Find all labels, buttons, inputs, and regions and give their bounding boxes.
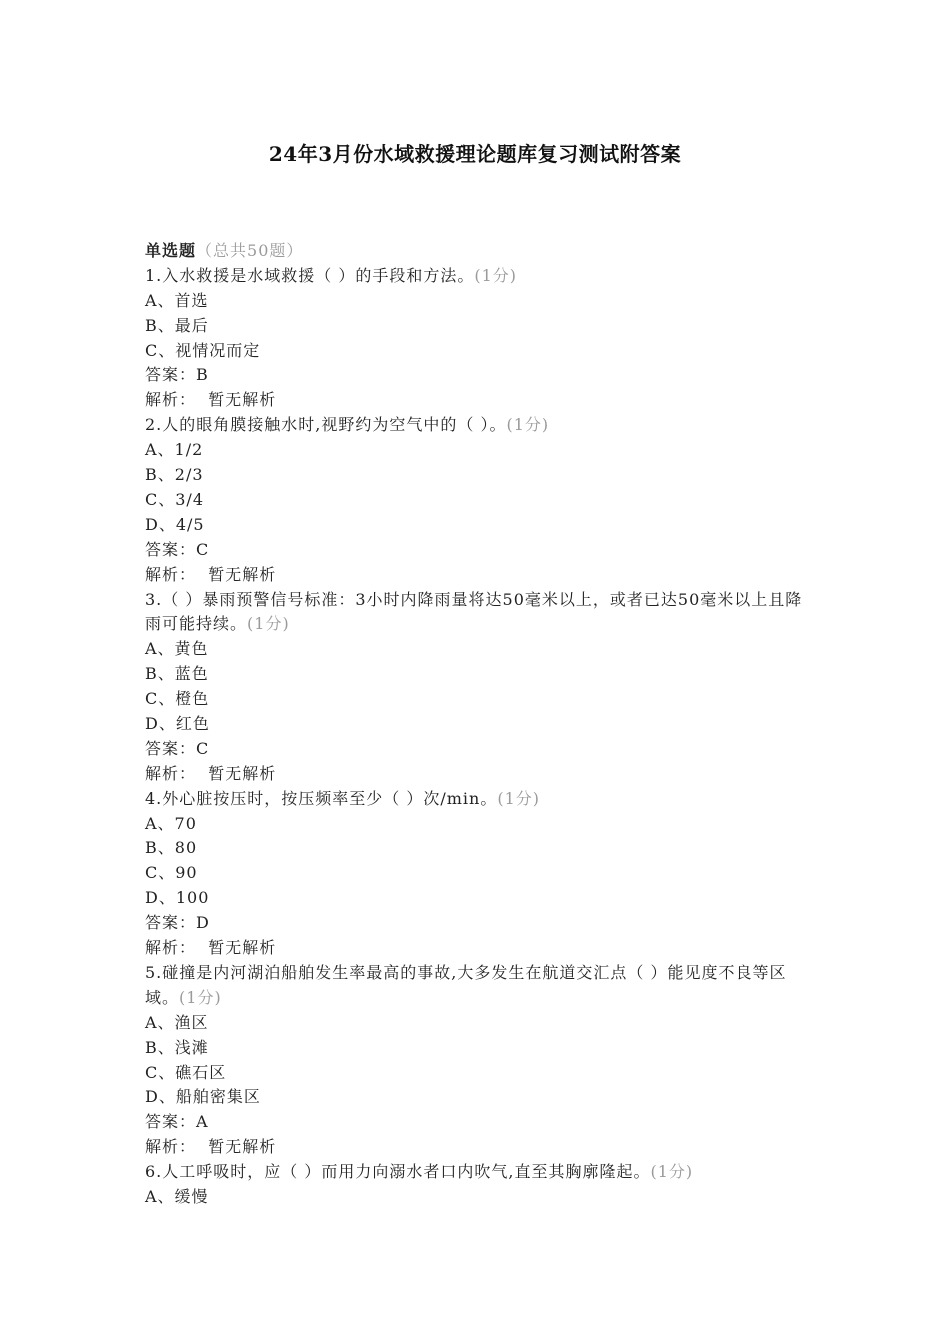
analysis-value: 暂无解析 — [208, 390, 277, 410]
option: B、80 — [145, 838, 198, 858]
option: D、红色 — [145, 713, 210, 733]
question-text — [145, 264, 810, 289]
option: A、首选 — [145, 290, 209, 310]
answer-label: 答案： — [145, 738, 197, 758]
answer-value: B — [196, 365, 209, 385]
answer-line — [145, 538, 810, 563]
answer-line — [145, 737, 810, 762]
analysis-label: 解析： — [145, 1137, 197, 1157]
question-stem: 5.碰撞是内河湖泊船舶发生率最高的事故,大多发生在航道交汇点（ ）能见度不良等区域。 — [145, 962, 787, 1007]
option: C、礁石区 — [145, 1062, 227, 1082]
answer-value: A — [196, 1112, 209, 1132]
section-heading-label: 单选题 — [145, 241, 197, 260]
document-title: 24年3月份水域救援理论题库复习测试附答案 — [268, 142, 682, 166]
question-block — [145, 787, 810, 961]
option: C、视情况而定 — [145, 340, 261, 360]
question-stem: 3.（ ）暴雨预警信号标准：3小时内降雨量将达50毫米以上，或者已达50毫米以上且降雨可能持续。 — [145, 589, 803, 634]
analysis-label: 解析： — [145, 938, 197, 958]
question-stem: 1.入水救援是水域救援（ ）的手段和方法。 — [145, 265, 475, 285]
question-block — [145, 264, 810, 413]
option: B、最后 — [145, 315, 209, 335]
question-score: (1分) — [179, 987, 222, 1007]
option: A、70 — [145, 813, 197, 833]
answer-label: 答案： — [145, 365, 197, 385]
question-list — [145, 239, 810, 1210]
answer-label: 答案： — [145, 1112, 197, 1132]
question-block — [145, 413, 810, 587]
option: D、船舶密集区 — [145, 1087, 261, 1107]
answer-value: C — [196, 539, 210, 559]
option: D、100 — [145, 888, 210, 908]
analysis-line — [145, 762, 810, 787]
answer-line — [145, 911, 810, 936]
question-stem: 6.人工呼吸时，应（ ）而用力向溺水者口内吹气,直至其胸廓隆起。 — [145, 1162, 651, 1182]
option: A、渔区 — [145, 1012, 209, 1032]
question-text — [145, 588, 810, 638]
question-score: (1分) — [506, 415, 550, 435]
answer-label: 答案： — [145, 913, 197, 933]
option: B、蓝色 — [145, 664, 209, 684]
option: A、黄色 — [145, 639, 209, 659]
analysis-line — [145, 388, 810, 413]
analysis-value: 暂无解析 — [208, 938, 277, 958]
analysis-line — [145, 1135, 810, 1160]
answer-value: D — [196, 913, 210, 933]
question-stem: 4.外心脏按压时，按压频率至少（ ）次/min。 — [145, 788, 498, 808]
question-score: (1分) — [497, 788, 541, 808]
analysis-label: 解析： — [145, 390, 197, 410]
answer-line — [145, 363, 810, 388]
analysis-value: 暂无解析 — [208, 763, 277, 783]
option: C、90 — [145, 863, 198, 883]
section-heading — [145, 239, 810, 264]
question-stem: 2.人的眼角膜接触水时,视野约为空气中的（ ）。 — [145, 415, 507, 435]
option: B、浅滩 — [145, 1037, 209, 1057]
option: C、3/4 — [145, 489, 204, 509]
option: C、橙色 — [145, 689, 210, 709]
analysis-value: 暂无解析 — [208, 1137, 277, 1157]
option: A、缓慢 — [145, 1186, 209, 1206]
answer-value: C — [196, 738, 210, 758]
question-text — [145, 413, 810, 438]
answer-line — [145, 1110, 810, 1135]
option: B、2/3 — [145, 465, 204, 485]
question-block — [145, 961, 810, 1160]
analysis-label: 解析： — [145, 763, 197, 783]
analysis-line — [145, 936, 810, 961]
question-text — [145, 961, 810, 1011]
analysis-line — [145, 563, 810, 588]
question-score: (1分) — [650, 1162, 694, 1182]
question-text — [145, 787, 810, 812]
answer-label: 答案： — [145, 539, 197, 559]
question-block — [145, 588, 810, 787]
question-text — [145, 1160, 810, 1185]
analysis-value: 暂无解析 — [208, 564, 277, 584]
question-score: (1分) — [474, 265, 518, 285]
question-score: (1分) — [247, 614, 290, 634]
section-count-note: （总共50题） — [196, 241, 304, 260]
option: D、4/5 — [145, 514, 205, 534]
analysis-label: 解析： — [145, 564, 197, 584]
question-block — [145, 1160, 810, 1210]
option: A、1/2 — [145, 440, 204, 460]
